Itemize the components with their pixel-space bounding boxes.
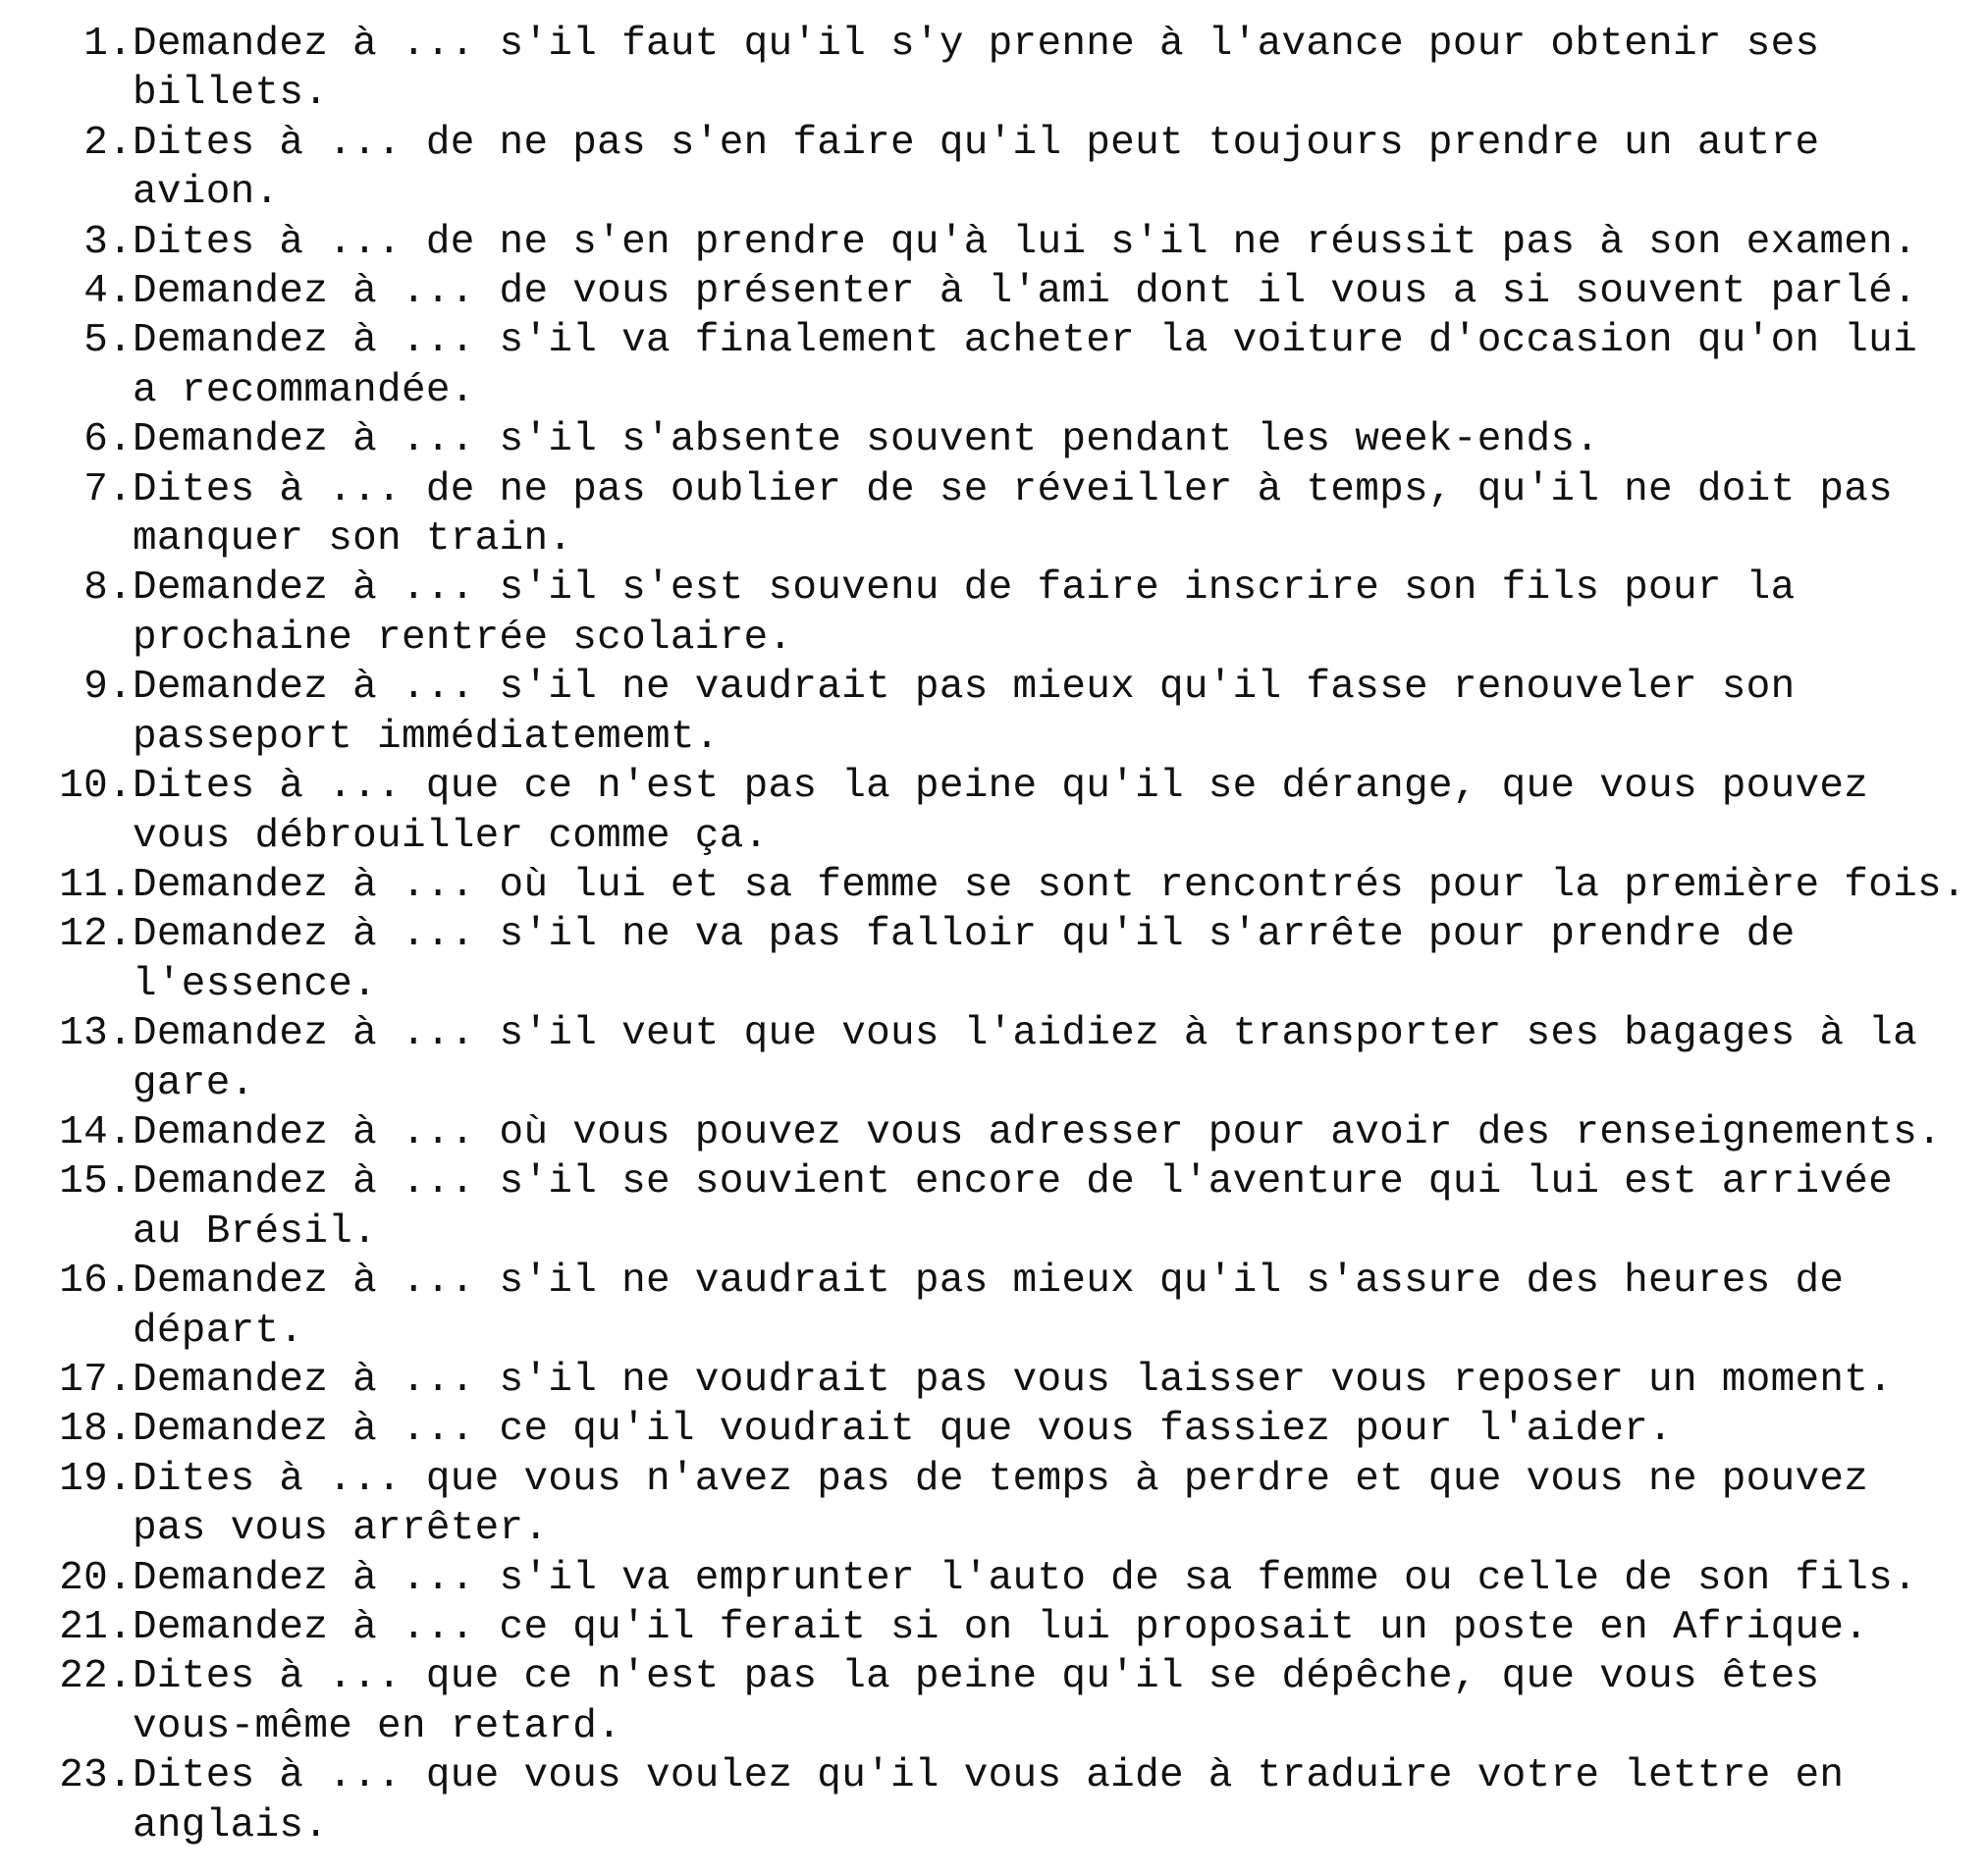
item-number: 5. <box>83 318 133 364</box>
item-text-line: Demandez à ... s'il va finalement acheter la voiture d'occasion qu'on lui <box>133 318 1917 364</box>
item-text-line: anglais. <box>133 1802 329 1849</box>
item-text <box>133 1652 1987 1751</box>
item-text-line: Demandez à ... s'il ne va pas falloir qu'il s'arrête pour prendre de <box>133 912 1796 958</box>
item-text <box>133 563 1987 663</box>
list-item <box>0 20 1987 119</box>
item-number: 9. <box>83 665 133 711</box>
item-number: 10. <box>59 764 133 810</box>
item-number: 23. <box>59 1753 133 1799</box>
item-text-line: Demandez à ... ce qu'il voudrait que vous fassiez pour l'aider. <box>133 1407 1673 1453</box>
item-text-line: Dites à ... de ne pas oublier de se réveiller à temps, qu'il ne doit pas <box>133 466 1894 512</box>
item-number: 21. <box>59 1605 133 1650</box>
item-text <box>133 465 1987 564</box>
item-text-line: Demandez à ... s'il va emprunter l'auto de sa femme ou celle de son fils. <box>133 1555 1917 1601</box>
list-item <box>0 465 1987 564</box>
list-item <box>0 910 1987 1009</box>
item-text-line: Demandez à ... ce qu'il ferait si on lui proposait un poste en Afrique. <box>133 1605 1869 1650</box>
item-text-line: l'essence. <box>133 961 378 1007</box>
item-text-line: gare. <box>133 1060 255 1106</box>
item-number: 2. <box>83 120 133 166</box>
list-item <box>0 1652 1987 1751</box>
item-text <box>133 762 1987 861</box>
item-number: 15. <box>59 1159 133 1206</box>
item-text <box>133 1356 1987 1405</box>
item-text-line: Demandez à ... s'il ne voudrait pas vous laisser vous reposer un moment. <box>133 1357 1894 1403</box>
item-text <box>133 910 1987 1009</box>
item-text-line: a recommandée. <box>133 367 475 413</box>
item-number: 7. <box>83 466 133 512</box>
item-text <box>133 1157 1987 1257</box>
item-text <box>133 1108 1987 1157</box>
item-text-line: avion. <box>133 170 280 216</box>
item-text <box>133 1603 1987 1652</box>
item-number: 17. <box>59 1357 133 1403</box>
item-text <box>133 1554 1987 1603</box>
item-number: 22. <box>59 1654 133 1700</box>
item-text <box>133 20 1987 119</box>
item-text <box>133 1009 1987 1108</box>
item-text-line: Demandez à ... s'il veut que vous l'aidiez à transporter ses bagages à la <box>133 1011 1917 1057</box>
item-text-line: Dites à ... que ce n'est pas la peine qu'il se dépêche, que vous êtes <box>133 1654 1820 1700</box>
item-text-line: Dites à ... que vous voulez qu'il vous aide à traduire votre lettre en <box>133 1753 1845 1799</box>
item-number: 12. <box>59 912 133 958</box>
list-item <box>0 1751 1987 1850</box>
item-text-line: Dites à ... de ne s'en prendre qu'à lui s'il ne réussit pas à son examen. <box>133 219 1917 265</box>
item-text <box>133 218 1987 267</box>
list-item <box>0 1157 1987 1257</box>
item-text <box>133 1455 1987 1554</box>
item-text <box>133 1751 1987 1850</box>
item-number: 11. <box>59 862 133 908</box>
item-number: 20. <box>59 1555 133 1601</box>
item-text-line: Demandez à ... s'il faut qu'il s'y prenne à l'avance pour obtenir ses <box>133 22 1820 67</box>
list-item <box>0 1257 1987 1356</box>
item-text-line: Dites à ... que ce n'est pas la peine qu'il se dérange, que vous pouvez <box>133 764 1869 810</box>
item-number: 3. <box>83 219 133 265</box>
item-text-line: Demandez à ... s'il s'absente souvent pendant les week-ends. <box>133 417 1600 463</box>
item-text <box>133 1405 1987 1454</box>
item-text-line: Dites à ... que vous n'avez pas de temps à perdre et que vous ne pouvez <box>133 1456 1869 1502</box>
item-text <box>133 267 1987 316</box>
list-item <box>0 1405 1987 1454</box>
item-text-line: départ. <box>133 1308 304 1354</box>
item-text <box>133 415 1987 464</box>
list-item <box>0 1603 1987 1652</box>
item-number: 14. <box>59 1109 133 1155</box>
item-text-line: Dites à ... de ne pas s'en faire qu'il peut toujours prendre un autre <box>133 120 1820 166</box>
list-item <box>0 663 1987 762</box>
list-item <box>0 218 1987 267</box>
item-number: 18. <box>59 1407 133 1453</box>
list-item <box>0 762 1987 861</box>
list-item <box>0 1554 1987 1603</box>
item-text <box>133 1257 1987 1356</box>
item-number: 1. <box>83 22 133 67</box>
item-text <box>133 119 1987 218</box>
item-text-line: au Brésil. <box>133 1208 378 1255</box>
item-number: 19. <box>59 1456 133 1502</box>
list-item <box>0 267 1987 316</box>
list-item <box>0 861 1987 910</box>
list-item <box>0 119 1987 218</box>
item-text <box>133 316 1987 415</box>
item-text-line: passeport immédiatememt. <box>133 714 720 760</box>
list-item <box>0 316 1987 415</box>
item-text-line: Demandez à ... s'il ne vaudrait pas mieux qu'il fasse renouveler son <box>133 665 1796 711</box>
item-number: 6. <box>83 417 133 463</box>
list-item <box>0 1009 1987 1108</box>
item-text-line: Demandez à ... de vous présenter à l'ami dont il vous a si souvent parlé. <box>133 269 1917 315</box>
item-number: 8. <box>83 565 133 612</box>
item-text-line: Demandez à ... s'il se souvient encore de l'aventure qui lui est arrivée <box>133 1159 1894 1206</box>
item-text-line: Demandez à ... s'il s'est souvenu de faire inscrire son fils pour la <box>133 565 1796 612</box>
item-text-line: manquer son train. <box>133 516 573 563</box>
exercise-list <box>0 20 1987 1850</box>
item-text-line: prochaine rentrée scolaire. <box>133 615 793 661</box>
item-number: 4. <box>83 269 133 315</box>
item-text-line: Demandez à ... où vous pouvez vous adresser pour avoir des renseignements. <box>133 1109 1942 1155</box>
item-number: 13. <box>59 1011 133 1057</box>
item-text-line: vous débrouiller comme ça. <box>133 813 769 859</box>
item-text-line: pas vous arrêter. <box>133 1506 549 1552</box>
item-text-line: Demandez à ... où lui et sa femme se sont rencontrés pour la première fois. <box>133 862 1966 908</box>
list-item <box>0 415 1987 464</box>
item-text-line: billets. <box>133 71 329 117</box>
list-item <box>0 1108 1987 1157</box>
item-text <box>133 663 1987 762</box>
item-text <box>133 861 1987 910</box>
list-item <box>0 563 1987 663</box>
item-text-line: Demandez à ... s'il ne vaudrait pas mieux qu'il s'assure des heures de <box>133 1259 1845 1305</box>
item-number: 16. <box>59 1259 133 1305</box>
list-item <box>0 1455 1987 1554</box>
item-text-line: vous-même en retard. <box>133 1703 622 1749</box>
list-item <box>0 1356 1987 1405</box>
